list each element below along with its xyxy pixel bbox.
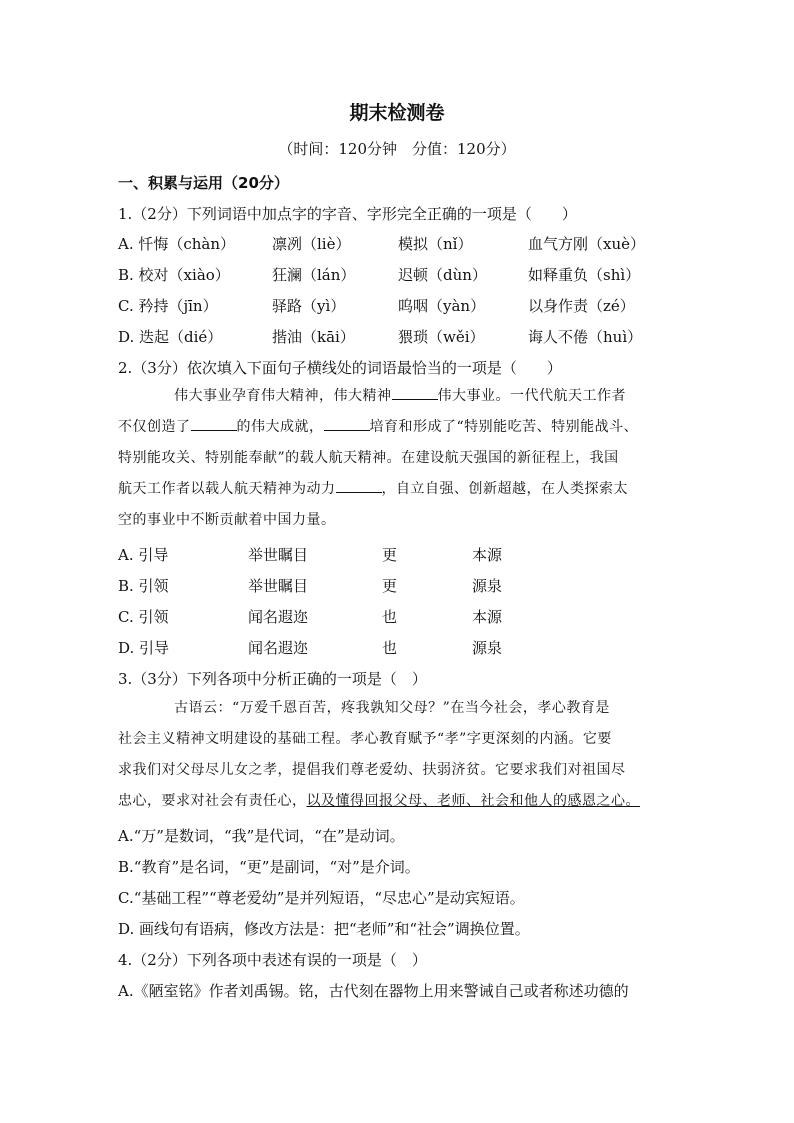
q3-passage: [118, 693, 678, 817]
q2-b-1: B. 引领: [118, 577, 169, 595]
q2-c-4: 本源: [472, 608, 503, 626]
q2-d-2: 闻名遐迩: [248, 639, 309, 657]
q2-text: ，自立自强、创新超越，在人类探索太: [381, 481, 628, 497]
exam-title: 期末检测卷: [349, 102, 445, 124]
q2-a-4: 本源: [472, 546, 503, 564]
q4-option-a: A.《陋室铭》作者刘禹锡。铭，古代刻在器物上用来警诫自己或者称述功德的: [118, 982, 629, 1000]
q2-d-1: D. 引导: [118, 639, 170, 657]
q3-option-b: B.“教育”是名词，“更”是副词，“对”是介词。: [118, 858, 420, 876]
q2-a-3: 更: [382, 546, 398, 564]
q2-d-4: 源泉: [472, 639, 503, 657]
q2-c-2: 闻名遐迩: [248, 608, 309, 626]
fill-blank: [392, 385, 438, 400]
q3-underlined-sentence: 以及懂得回报父母、老师、社会和他人的感恩之心。: [306, 793, 640, 809]
q1-b-4: 如释重负（shì）: [528, 266, 641, 284]
q2-text: 不仅创造了: [118, 419, 191, 435]
q4-stem: 4.（2分）下列各项中表述有误的一项是（ ）: [118, 951, 427, 969]
q1-c-1: C. 矜持（jīn）: [118, 297, 218, 315]
q3-stem: 3.（3分）下列各项中分析正确的一项是（ ）: [118, 670, 427, 688]
q3-option-a: A.“万”是数词，“我”是代词，“在”是动词。: [118, 827, 405, 845]
q2-d-3: 也: [382, 639, 398, 657]
q1-c-2: 驿路（yì）: [272, 297, 346, 315]
q1-stem: 1.（2分）下列词语中加点字的字音、字形完全正确的一项是（ ）: [118, 205, 577, 223]
q3-option-d: D. 画线句有语病，修改方法是：把“老师”和“社会”调换位置。: [118, 920, 530, 938]
q2-text: 空的事业中不断贡献着中国力量。: [118, 512, 336, 528]
q1-d-1: D. 迭起（dié）: [118, 328, 223, 346]
q2-text: 伟大事业孕育伟大精神，伟大精神: [174, 388, 392, 404]
q3-text: 古语云：“万爱千恩百苦，疼我孰知父母？”在当今社会，孝心教育是: [174, 700, 610, 716]
q2-text: 特别能攻关、特别能奉献”的载人航天精神。在建设航天强国的新征程上，我国: [118, 450, 619, 466]
q3-text: 求我们对父母尽儿女之孝，提倡我们尊老爱幼、扶弱济贫。它要求我们对祖国尽: [118, 762, 626, 778]
q1-b-3: 迟顿（dùn）: [398, 266, 487, 284]
fill-blank: [191, 416, 237, 431]
q2-a-2: 举世瞩目: [248, 546, 309, 564]
q2-b-2: 举世瞩目: [248, 577, 309, 595]
q3-option-c: C.“基础工程”“尊老爱幼”是并列短语，“尽忠心”是动宾短语。: [118, 889, 525, 907]
q2-text: 培育和形成了“特别能吃苦、特别能战斗、: [369, 419, 639, 435]
q2-a-1: A. 引导: [118, 546, 169, 564]
q1-d-2: 揩油（kāi）: [272, 328, 355, 346]
q2-text: 的伟大成就，: [236, 419, 324, 435]
q1-a-3: 模拟（nǐ）: [398, 235, 473, 253]
exam-subtitle: （时间：120分钟 分值：120分）: [278, 140, 516, 158]
fill-blank: [336, 478, 382, 493]
section-heading: 一、积累与运用（20分）: [118, 174, 289, 192]
q2-stem: 2.（3分）依次填入下面句子横线处的词语最恰当的一项是（ ）: [118, 359, 562, 377]
q1-a-4: 血气方刚（xuè）: [528, 235, 645, 253]
q2-b-4: 源泉: [472, 577, 503, 595]
q2-c-3: 也: [382, 608, 398, 626]
q1-c-3: 呜咽（yàn）: [398, 297, 486, 315]
q2-text: 航天工作者以载人航天精神为动力: [118, 481, 336, 497]
q1-a-1: A. 忏悔（chàn）: [118, 235, 236, 253]
q2-c-1: C. 引领: [118, 608, 169, 626]
q1-b-2: 狂澜（lán）: [272, 266, 356, 284]
q3-text: 忠心，要求对社会有责任心，: [118, 793, 307, 809]
q2-passage: [118, 381, 678, 536]
q1-d-3: 猥琐（wěi）: [398, 328, 485, 346]
q2-text: 伟大事业。一代代航天工作者: [437, 388, 626, 404]
q3-text: 社会主义精神文明建设的基础工程。孝心教育赋予“孝”字更深刻的内涵。它要: [118, 731, 612, 747]
q1-b-1: B. 校对（xiào）: [118, 266, 230, 284]
q1-c-4: 以身作责（zé）: [528, 297, 635, 315]
q1-d-4: 诲人不倦（huì）: [528, 328, 643, 346]
q2-b-3: 更: [382, 577, 398, 595]
fill-blank: [324, 416, 370, 431]
q1-a-2: 凛冽（liè）: [272, 235, 351, 253]
